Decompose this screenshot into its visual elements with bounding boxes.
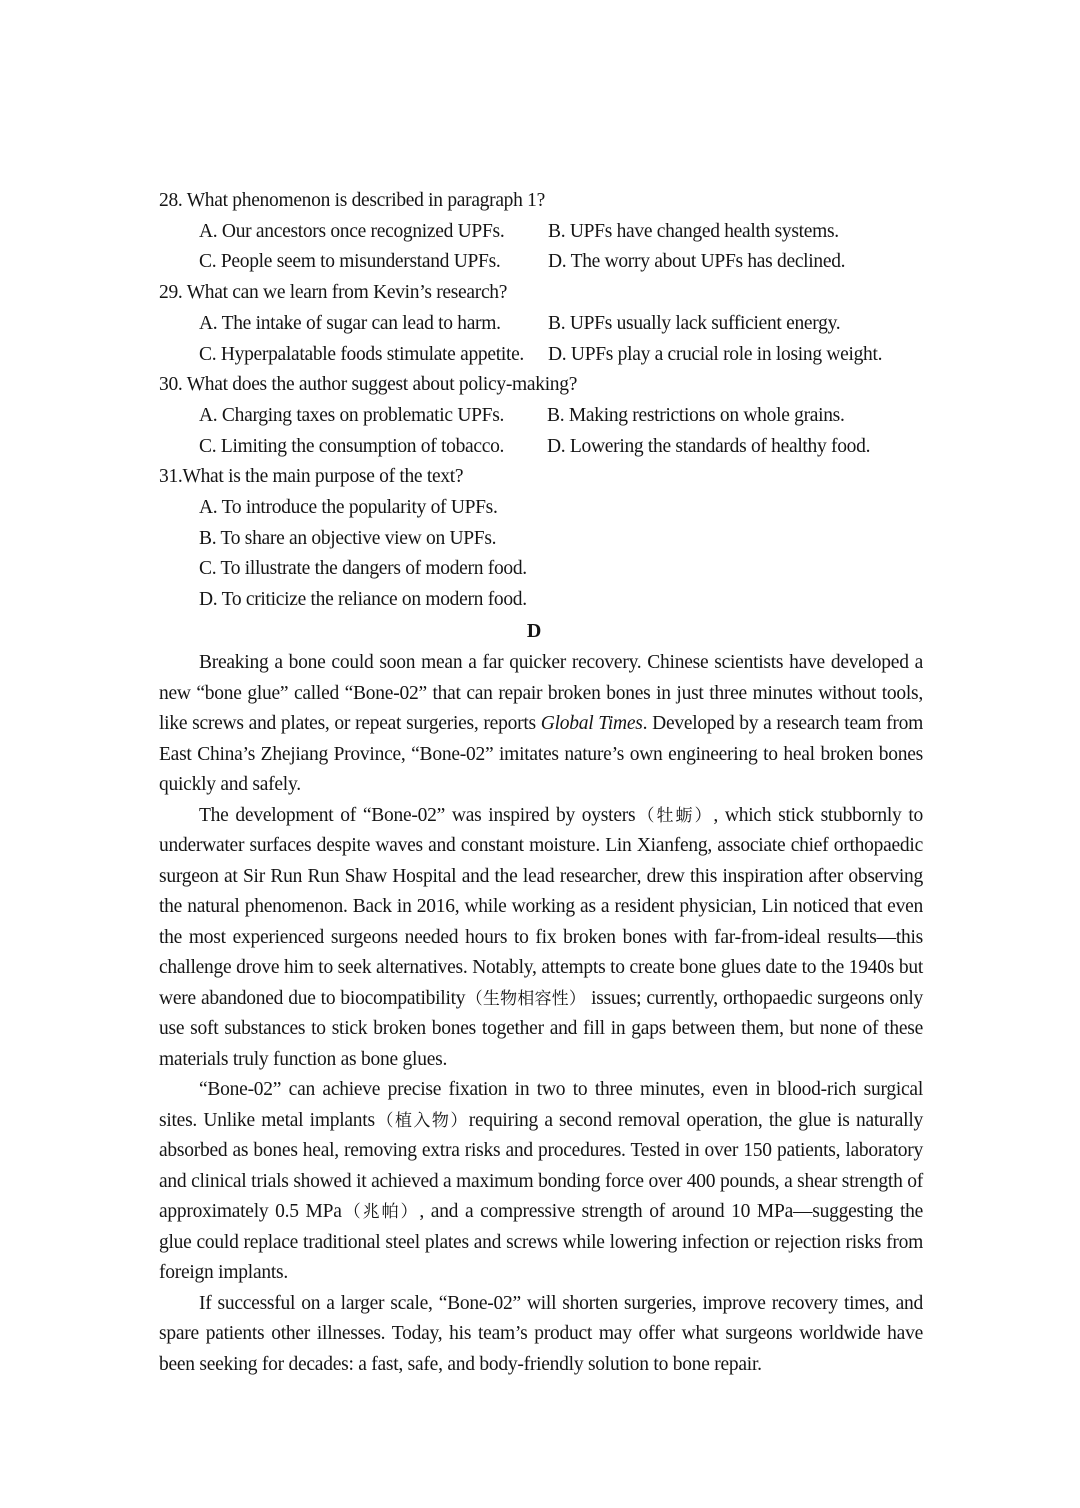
question-stem: 30. What does the author suggest about policy-making?: [159, 374, 578, 396]
option-a: A. To introduce the popularity of UPFs.: [199, 497, 498, 519]
paragraph-2: [159, 801, 923, 1076]
option-row: [159, 432, 919, 463]
paragraph-text: requiring a second removal operation, the glue is naturally absorbed as bones heal, removing extra risks and procedures. Tested in over 150 patients, laboratory and clinical trials showed it achieved a maximum bonding force over 400 pounds, a shear strength of approximately 0.5 MPa: [159, 1109, 924, 1222]
question-30: [159, 370, 919, 462]
question-28: [159, 186, 919, 278]
source-name: Global Times: [540, 713, 643, 734]
option-b: B. UPFs have changed health systems.: [548, 220, 839, 242]
option-row: [159, 309, 919, 340]
option-c: C. Limiting the consumption of tobacco.: [199, 435, 505, 457]
question-31: [159, 462, 919, 616]
question-stem: 28. What phenomenon is described in paragraph 1?: [159, 190, 545, 211]
option-b: B. Making restrictions on whole grains.: [547, 404, 845, 426]
chinese-gloss: （兆帕）: [341, 1202, 420, 1222]
paragraph-text: Breaking a bone could soon mean a far quicker recovery. Chinese scientists have developed a new “bone glue” called “Bone-02” that can repair broken bones in just three minutes without tools, like screws and plates, or repeat surgeries, reports: [159, 652, 923, 734]
paragraph-4: If successful on a larger scale, “Bone-02” will shorten surgeries, improve recovery times, and spare patients other illnesses. Today, his team’s product may offer what surgeons worldwide have been seeking for decades: a fast, safe, and body-friendly solution to bone repair.: [159, 1292, 923, 1375]
option-c: C. People seem to misunderstand UPFs.: [199, 251, 501, 273]
option-c: C. Hyperpalatable foods stimulate appetite.: [199, 343, 524, 365]
paragraph-text: , and a compressive strength of around 10 MPa—suggesting the glue could replace traditional steel plates and screws while lowering infection or rejection risks from foreign implants.: [159, 1201, 924, 1283]
chinese-gloss: （植入物）: [374, 1110, 469, 1131]
chinese-gloss: （牡蛎）: [635, 805, 714, 826]
section-heading: D: [526, 619, 542, 642]
option-d: D. The worry about UPFs has declined.: [548, 251, 846, 273]
option-a: A. Charging taxes on problematic UPFs.: [199, 404, 505, 426]
option-d: D. UPFs play a crucial role in losing weight.: [548, 343, 883, 365]
chinese-gloss: （生物相容性）: [465, 988, 587, 1009]
option-c: C. To illustrate the dangers of modern food.: [199, 558, 527, 580]
option-row: [159, 340, 919, 371]
question-stem: 29. What can we learn from Kevin’s research?: [159, 282, 508, 304]
paragraph-1: [159, 648, 923, 801]
option-b: B. To share an objective view on UPFs.: [199, 527, 497, 549]
question-block: [159, 186, 919, 647]
paragraph-text: , which stick stubbornly to underwater surfaces despite waves and constant moisture. Lin Xianfeng, associate chief orthopaedic surgeon at Sir Run Run Shaw Hospital and the lead researcher, drew this inspiration after observing the natural phenomenon. Back in 2016, while working as a resident physician, Lin noticed that even the most experienced surgeons needed hours to fix broken bones with far-from-ideal results—this challenge drove him to seek alternatives. Notably, attempts to create bone glues date to the 1940s but were abandoned due to biocompatibility: [159, 804, 923, 1009]
paragraph-3: [159, 1075, 923, 1289]
paragraph-text: “Bone-02” can achieve precise fixation in two to three minutes, even in blood-rich surgical sites. Unlike metal implants: [159, 1079, 923, 1131]
option-row: [159, 401, 919, 432]
question-stem: 31.What is the main purpose of the text?: [159, 466, 464, 488]
option-row: [159, 247, 919, 278]
option-row: [159, 217, 919, 248]
option-a: A. Our ancestors once recognized UPFs.: [199, 220, 505, 242]
option-d: D. To criticize the reliance on modern food.: [199, 589, 527, 611]
reading-passage: [159, 648, 923, 1380]
paragraph-text: . Developed by a research team from East China’s Zhejiang Province, “Bone-02” imitates nature’s own engineering to heal broken bones quickly and safely.: [159, 713, 923, 795]
question-29: [159, 278, 919, 370]
paragraph-text: The development of “Bone-02” was inspired by oysters: [199, 804, 636, 826]
option-d: D. Lowering the standards of healthy food.: [547, 435, 871, 457]
option-b: B. UPFs usually lack sufficient energy.: [548, 312, 841, 334]
paragraph-text: issues; currently, orthopaedic surgeons only use soft substances to stick broken bones together and fill in gaps between them, but none of these materials truly function as bone glues.: [159, 987, 924, 1070]
option-a: A. The intake of sugar can lead to harm.: [199, 312, 501, 334]
